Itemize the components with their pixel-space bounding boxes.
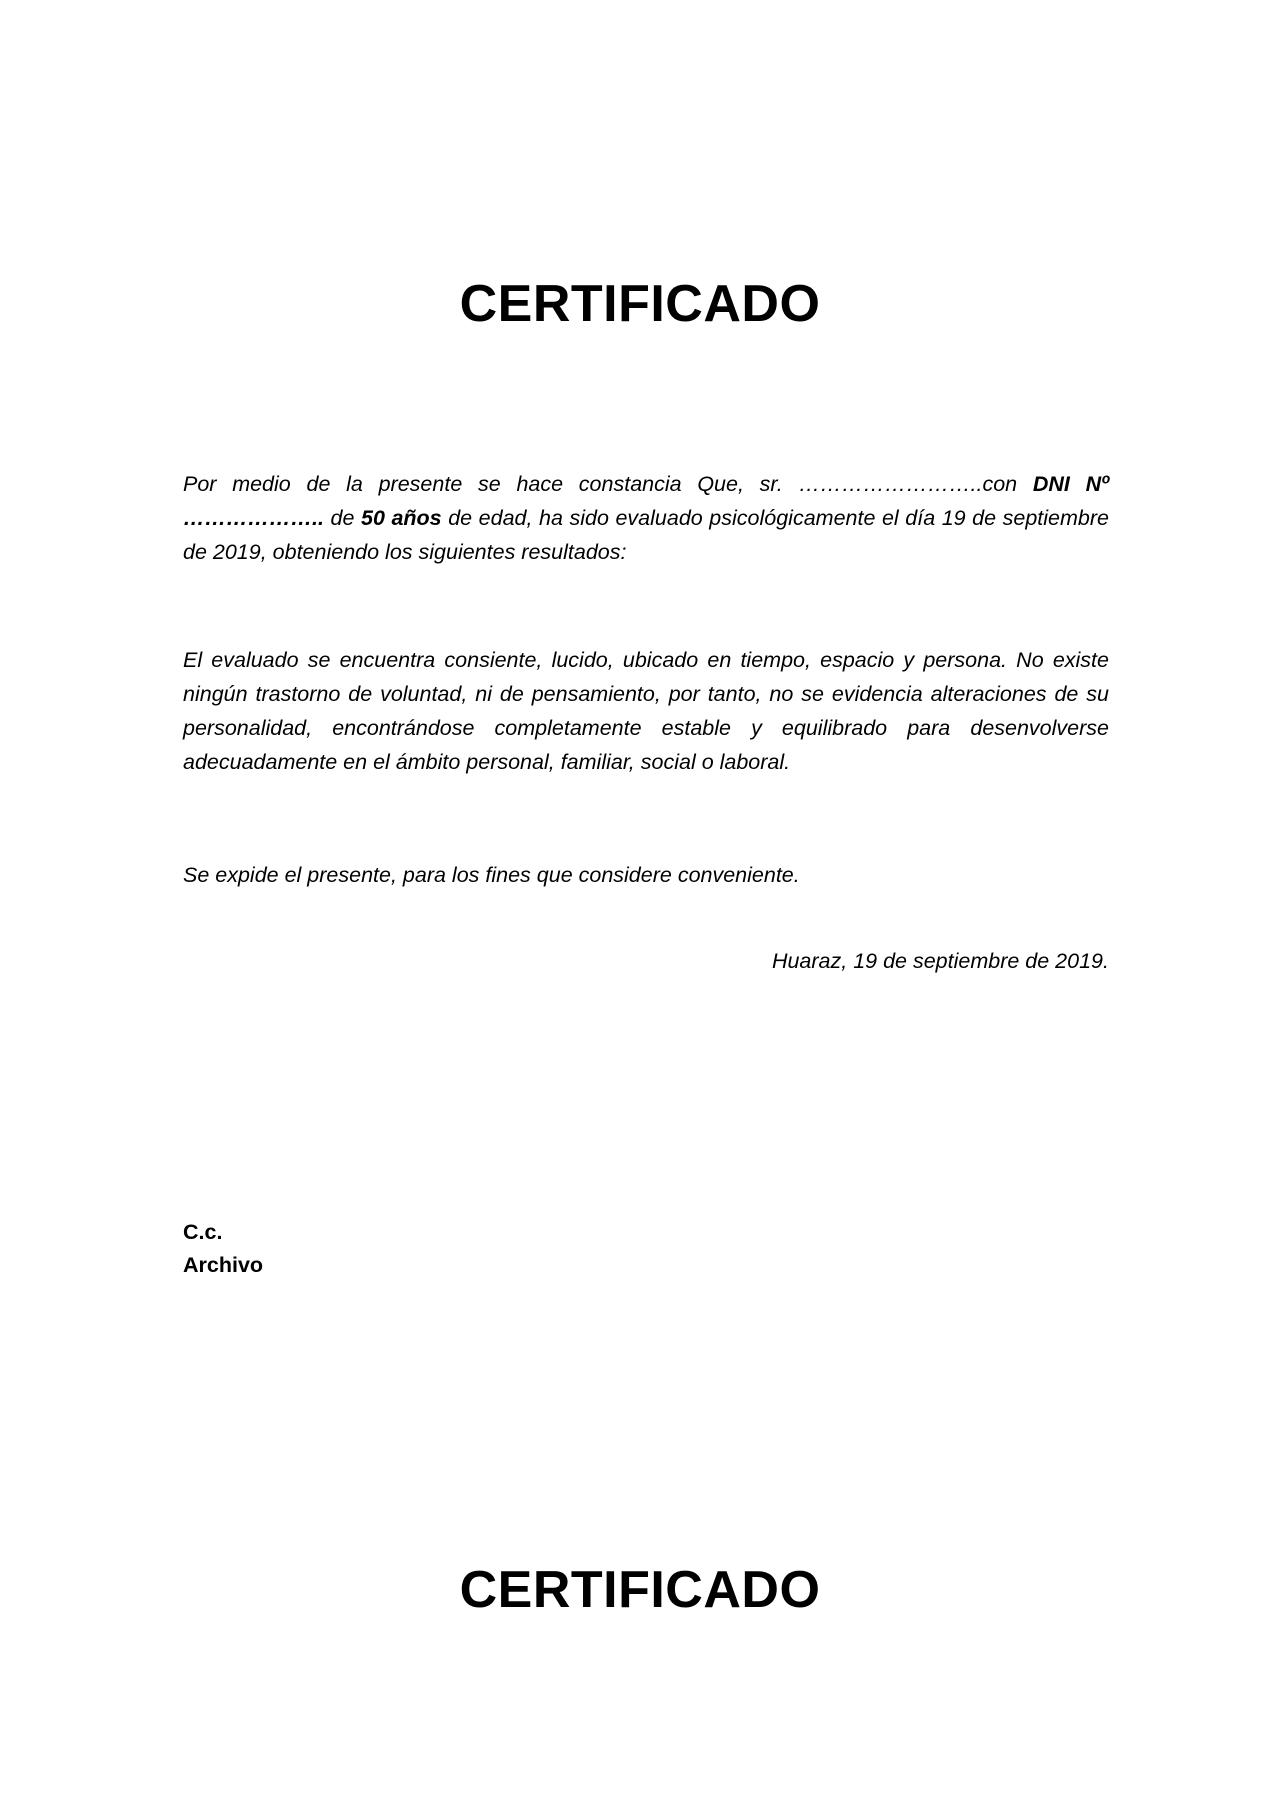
dni-value: ……………….. — [183, 506, 324, 530]
page-title-repeat: CERTIFICADO — [459, 1561, 821, 1619]
intro-text-start: Por medio de la presente se hace constancia Que, sr. ……………………..con — [183, 472, 1033, 496]
cc-block — [183, 1216, 263, 1282]
cc-label: C.c. — [183, 1220, 223, 1244]
place-date: Huaraz, 19 de septiembre de 2019. — [771, 949, 1109, 973]
result-paragraph: El evaluado se encuentra consiente, lucido, ubicado en tiempo, espacio y persona. No existe ningún trastorno de voluntad, ni de pensamiento, por tanto, no se evidencia alteraciones de su personalidad, encontrándose completamente estable y equilibrado para desenvolverse adecuadamente en el ámbito personal, familiar, social o laboral. — [183, 648, 1109, 774]
intro-text-middle: de — [323, 506, 361, 530]
dni-label: DNI Nº — [1032, 472, 1109, 496]
archive-label: Archivo — [183, 1253, 264, 1277]
age-value: 50 años — [360, 506, 442, 530]
intro-paragraph — [183, 467, 1109, 569]
closing-paragraph: Se expide el presente, para los fines que considere conveniente. — [183, 863, 800, 887]
page-title: CERTIFICADO — [459, 275, 821, 333]
intro-text-end: de edad, ha sido evaluado psicológicamente el día 19 de septiembre de 2019, obteniendo los siguientes resultados: — [183, 506, 1109, 564]
